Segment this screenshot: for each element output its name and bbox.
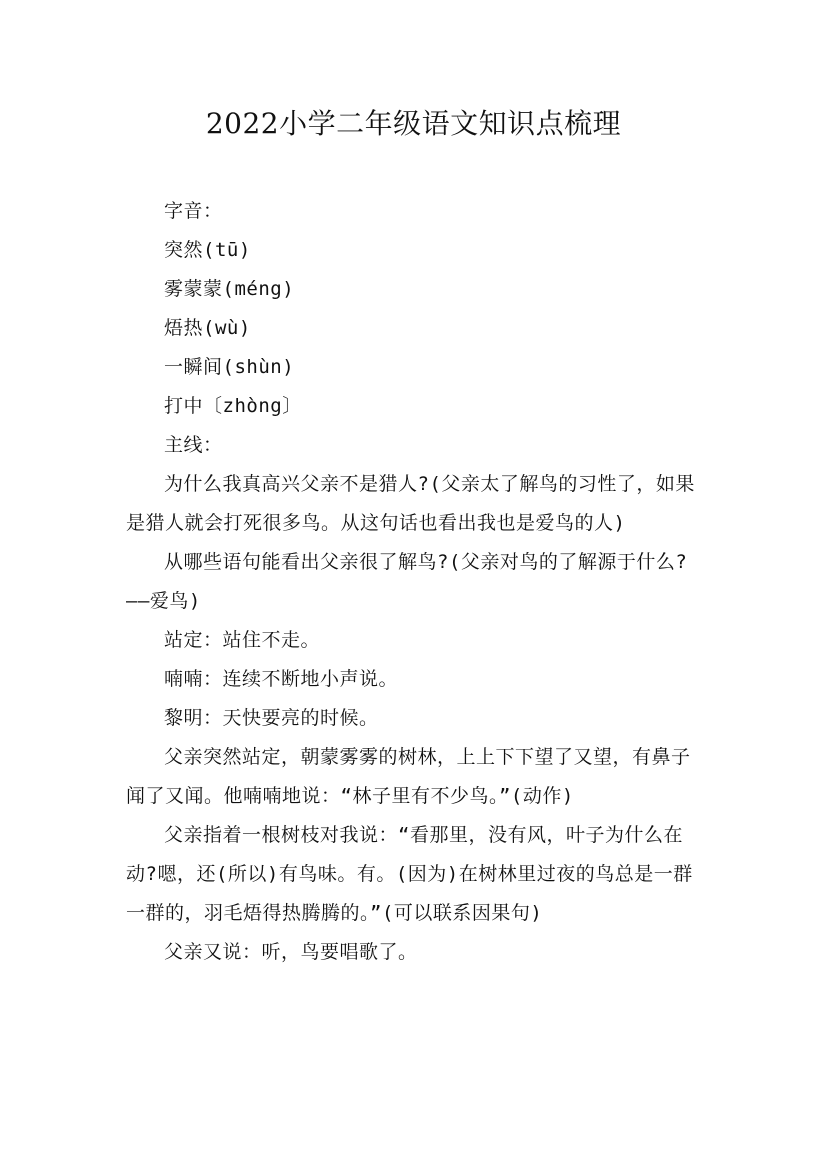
paragraph: 黎明：天快要亮的时候。 [164, 707, 379, 729]
paragraph: 主线： [164, 434, 223, 456]
paragraph: 字音： [164, 200, 223, 222]
paragraph: 从哪些语句能看出父亲很了解鸟?(父亲对鸟的了解源于什么?——爱鸟) [126, 551, 688, 612]
paragraph: 喃喃：连续不断地小声说。 [164, 668, 399, 690]
paragraph: 父亲又说：听，鸟要唱歌了。 [164, 941, 418, 963]
paragraph: 一瞬间(shùn) [164, 356, 295, 378]
document-body [126, 192, 706, 972]
paragraph: 为什么我真高兴父亲不是猎人?(父亲太了解鸟的习性了，如果是猎人就会打死很多鸟。从这句话也看出我也是爱鸟的人) [126, 473, 695, 534]
paragraph: 站定：站住不走。 [164, 629, 321, 651]
document-title: 2022小学二年级语文知识点梳理 [205, 107, 622, 140]
paragraph: 焐热(wù) [164, 317, 251, 339]
paragraph: 打中〔zhòng〕 [164, 395, 302, 417]
paragraph: 父亲指着一根树枝对我说：“看那里，没有风，叶子为什么在动?嗯，还(所以)有鸟味。有。(因为)在树林里过夜的鸟总是一群一群的，羽毛焐得热腾腾的。”(可以联系因果句) [126, 824, 693, 924]
paragraph: 雾蒙蒙(méng) [164, 278, 295, 300]
paragraph: 突然(tū) [164, 239, 251, 261]
paragraph: 父亲突然站定，朝蒙雾雾的树林，上上下下望了又望，有鼻子闻了又闻。他喃喃地说：“林子里有不少鸟。”(动作) [126, 746, 691, 807]
